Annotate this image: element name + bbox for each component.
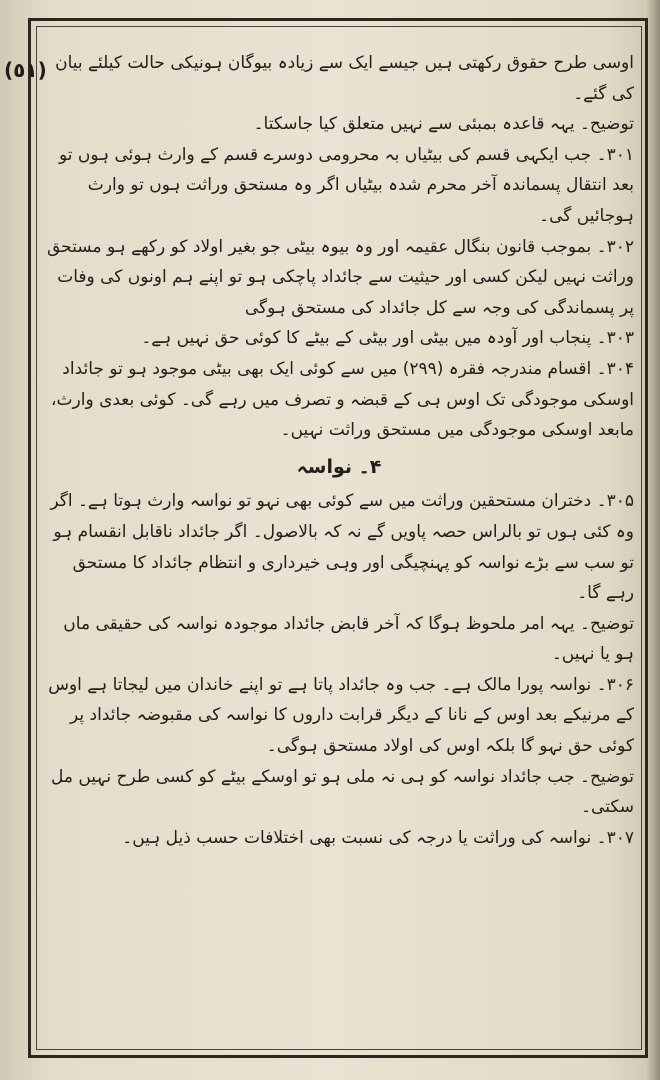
paragraph: ۳۰۷۔ نواسہ کی وراثت یا درجہ کی نسبت بھی اختلافات حسب ذیل ہیں۔	[122, 827, 634, 848]
paragraph: توضیح۔ یہہ قاعدہ بمبئی سے نہیں متعلق کیا جاسکتا۔	[253, 114, 634, 135]
paragraph: توضیح۔ جب جائداد نواسہ کو ہی نہ ملی ہو تو اوسکے بیٹے کو کسی طرح نہیں مل سکتی۔	[50, 766, 634, 818]
page-number: (٥١)	[4, 58, 47, 82]
paragraph: اوسی طرح حقوق رکھتی ہیں جیسے ایک سے زیادہ بیوگان ہونیکی حالت کیلئے بیان کی گئے۔	[55, 53, 634, 104]
paragraph: ۳۰۲۔ بموجب قانون بنگال عقیمہ اور وہ بیوہ بیٹی جو بغیر اولاد کو رکھے ہو مستحق وراثت نہیں لیکن کسی اور حیثیت سے جائداد پاچکی ہو تو اپنے ہم اونوں کی وفات پر پسماندگی کی وجہ سے کل جائداد کی مستحق ہوگی	[47, 236, 634, 318]
paragraph: ۳۰۴۔ اقسام مندرجہ فقرہ (۲۹۹) میں سے کوئی ایک بھی بیٹی موجود ہو تو جائداد اوسکی موجودگی تک اوس ہی کے قبضہ و تصرف میں رہے گی۔ کوئی بعدی وارث، مابعد اوسکی موجودگی میں مستحق وراثت نہیں۔	[51, 358, 634, 441]
paragraph: ۳۰۵۔ دختران مستحقین وراثت میں سے کوئی بھی نہو تو نواسہ وارث ہوتا ہے۔ اگر وہ کئی ہوں تو بالراس حصہ پاویں گے نہ کہ بالاصول۔ اگر جائداد ناقابل انقسام ہو تو سب سے بڑے نواسہ کو پہنچیگی اور وہی خیرداری و انتظام جائداد کا مستحق رہے گا۔	[50, 491, 634, 604]
page-body	[40, 48, 634, 853]
paragraph: ۳۰۱۔ جب ایکہی قسم کی بیٹیاں بہ محرومی دوسرے قسم کے وارث ہوئی ہوں تو بعد انتقال پسماندہ آخر محرم شدہ بیٹیاں اگر وہ مستحق وراثت ہوں تو وارث ہوجائیں گی۔	[58, 144, 634, 226]
page-edge-shadow	[646, 0, 660, 1080]
paragraph: ۳۰۳۔ پنجاب اور آودہ میں بیٹی اور بیٹی کے بیٹے کا کوئی حق نہیں ہے۔	[141, 328, 634, 349]
section-heading: ۴۔ نواسہ	[296, 455, 382, 478]
paragraph: ۳۰۶۔ نواسہ پورا مالک ہے۔ جب وہ جائداد پاتا ہے تو اپنے خاندان میں لیجاتا ہے اوس کے مرنیکے بعد اوس کے نانا کے دیگر قرابت داروں کا نواسہ کی مقبوضہ جائداد پر کوئی حق نہو گا بلکہ اوس کی اولاد مستحق ہوگی۔	[48, 674, 634, 757]
paragraph: توضیح۔ یہہ امر ملحوظ ہوگا کہ آخر قابض جائداد موجودہ نواسہ کی حقیقی ماں ہو یا نہیں۔	[63, 613, 634, 665]
